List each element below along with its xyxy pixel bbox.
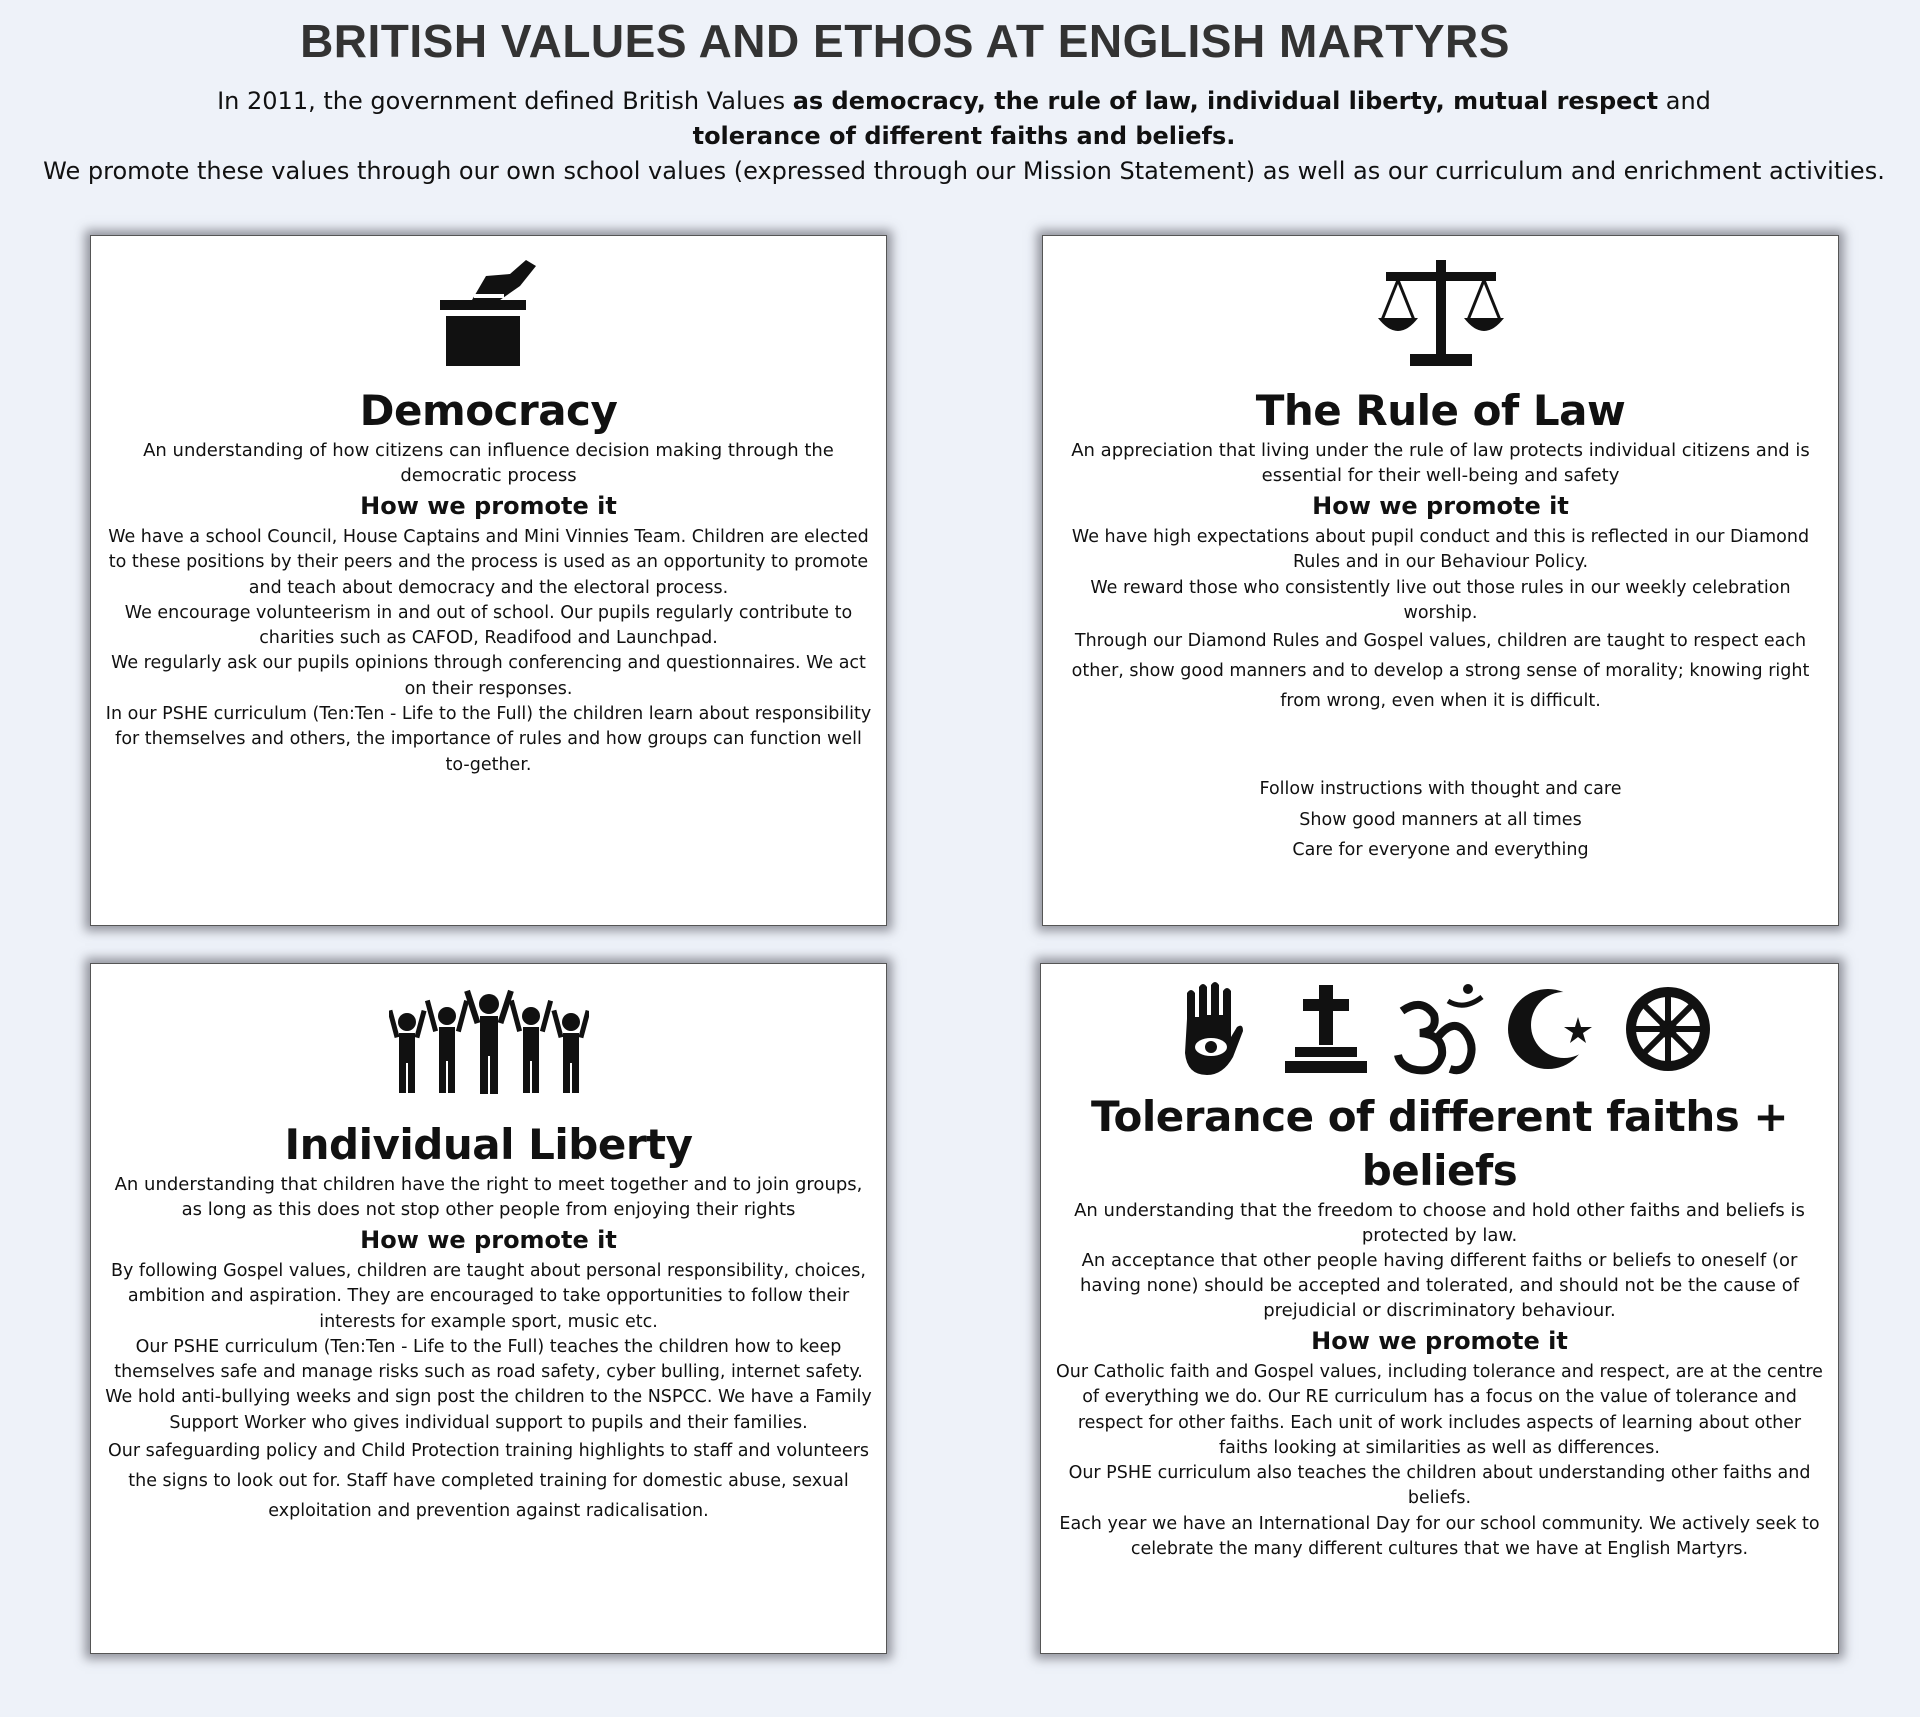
diamond-rules [1043, 774, 1838, 866]
tolerance-body [1041, 1360, 1838, 1562]
paragraph: Our safeguarding policy and Child Protection training highlights to staff and volunteers the signs to look out for. Staff have completed training for domestic abuse, sexual exploitation and prevention against radicalisation. [107, 1441, 870, 1522]
tolerance-promote-heading: How we promote it [1311, 1327, 1568, 1355]
paragraph: In our PSHE curriculum (Ten:Ten - Life to the Full) the children learn about responsibility for themselves and others, the importance of rules and how groups can function well to-gether. [105, 704, 872, 775]
rule-item: Follow instructions with thought and care [1259, 779, 1622, 800]
individual-liberty-body [91, 1259, 886, 1526]
intro [30, 84, 1898, 189]
intro-tolerance: tolerance of different faiths and beliefs. [692, 122, 1236, 150]
intro-prefix: In 2011, the government defined British Values [217, 87, 793, 115]
cross-icon [1276, 979, 1376, 1079]
individual-liberty-card [90, 963, 887, 1654]
dharma-wheel-icon [1618, 979, 1718, 1079]
democracy-body [91, 525, 886, 778]
rule-of-law-promote-heading: How we promote it [1312, 492, 1569, 520]
intro-line-1 [30, 84, 1898, 154]
democracy-title: Democracy [359, 386, 618, 435]
subtitle-paragraph: An understanding that the freedom to choose and hold other faiths and beliefs is protected by law. [1074, 1200, 1805, 1246]
rule-of-law-body [1043, 525, 1838, 716]
democracy-card [90, 235, 887, 926]
rule-of-law-title: The Rule of Law [1255, 386, 1626, 435]
intro-values: as democracy, the rule of law, individual liberty, mutual respect [792, 87, 1659, 115]
rule-item: Care for everyone and everything [1292, 840, 1589, 861]
intro-line-2: We promote these values through our own school values (expressed through our Mission Statement) as well as our curriculum and enrichment activities. [43, 157, 1885, 185]
individual-liberty-subtitle: An understanding that children have the right to meet together and to join groups, as long as this does not stop other people from enjoying their rights [114, 1174, 863, 1220]
crescent-star-icon [1504, 979, 1604, 1079]
democracy-promote-heading: How we promote it [360, 492, 617, 520]
paragraph: Our PSHE curriculum also teaches the children about understanding other faiths and beliefs. [1068, 1463, 1811, 1509]
om-icon [1390, 979, 1490, 1079]
individual-liberty-promote-heading: How we promote it [360, 1226, 617, 1254]
ballot-box-icon [91, 236, 886, 384]
paragraph: Through our Diamond Rules and Gospel values, children are taught to respect each other, show good manners and to develop a strong sense of morality; knowing right from wrong, even when it is difficult. [1071, 631, 1810, 712]
individual-liberty-title: Individual Liberty [284, 1120, 693, 1169]
rule-of-law-card [1042, 235, 1839, 926]
tolerance-subtitle [1041, 1198, 1838, 1323]
tolerance-card [1040, 963, 1839, 1654]
paragraph: We encourage volunteerism in and out of school. Our pupils regularly contribute to charities such as CAFOD, Readifood and Launchpad. [124, 602, 853, 649]
people-raising-hands-icon [91, 964, 886, 1118]
subtitle-paragraph: An acceptance that other people having different faiths or beliefs to oneself (or having none) should be accepted and tolerated, and should not be the cause of prejudicial or discriminatory behaviour. [1079, 1250, 1800, 1321]
rule-of-law-subtitle: An appreciation that living under the rule of law protects individual citizens and is essential for their well-being and safety [1071, 440, 1810, 486]
democracy-subtitle: An understanding of how citizens can influence decision making through the democratic process [143, 440, 834, 486]
rule-item: Show good manners at all times [1299, 809, 1582, 830]
page-title: BRITISH VALUES AND ETHOS AT ENGLISH MARTYRS [300, 15, 1510, 67]
paragraph: We have high expectations about pupil conduct and this is reflected in our Diamond Rules and in our Behaviour Policy. [1071, 527, 1810, 573]
scales-icon [1043, 236, 1838, 384]
paragraph: We regularly ask our pupils opinions through conferencing and questionnaires. We act on their responses. [111, 653, 866, 699]
tolerance-title: Tolerance of different faiths + beliefs [1090, 1092, 1789, 1195]
paragraph: We reward those who consistently live out those rules in our weekly celebration worship. [1090, 577, 1791, 623]
faith-icons [1041, 964, 1838, 1094]
jain-hand-icon [1162, 979, 1262, 1079]
intro-and: and [1658, 87, 1711, 115]
paragraph: By following Gospel values, children are taught about personal responsibility, choices, ambition and aspiration. They are encouraged to take opportunities to follow their interests for example sport, music etc. [111, 1261, 866, 1332]
paragraph: Each year we have an International Day for our school community. We actively seek to celebrate the many different cultures that we have at English Martyrs. [1059, 1513, 1820, 1560]
paragraph: We have a school Council, House Captains and Mini Vinnies Team. Children are elected to these positions by their peers and the process is used as an opportunity to promote and teach about democracy and the electoral process. [108, 527, 869, 598]
paragraph: Our PSHE curriculum (Ten:Ten - Life to the Full) teaches the children how to keep themselves safe and manage risks such as road safety, cyber bulling, internet safety. We hold anti-bullying weeks and sign post the children to the NSPCC. We have a Family Support Worker who gives individual support to pupils and their families. [105, 1336, 872, 1433]
paragraph: Our Catholic faith and Gospel values, including tolerance and respect, are at the centre of everything we do. Our RE curriculum has a focus on the value of tolerance and respect for other faiths. Each unit of work includes aspects of learning about other faiths looking at similarities as well as differences. [1056, 1362, 1823, 1458]
